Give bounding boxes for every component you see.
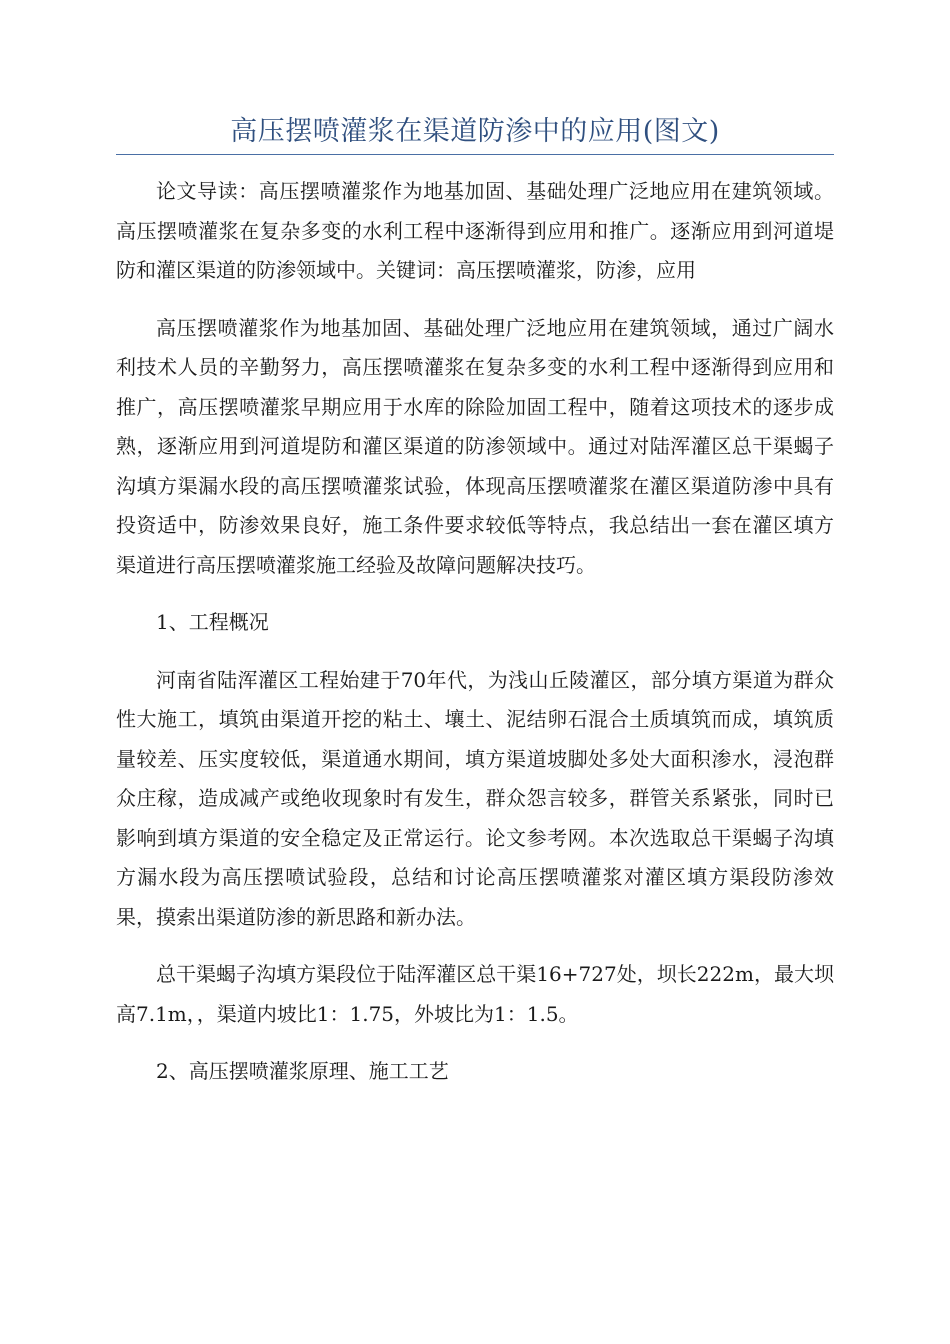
document-body xyxy=(116,172,834,1110)
title-underline xyxy=(116,154,834,155)
section-heading-1: 1、工程概况 xyxy=(156,610,269,634)
abstract-paragraph: 论文导读：高压摆喷灌浆作为地基加固、基础处理广泛地应用在建筑领域。高压摆喷灌浆在复杂多变的水利工程中逐渐得到应用和推广。逐渐应用到河道堤防和灌区渠道的防渗领域中。关键词：高压摆喷灌浆，防渗，应用 xyxy=(116,179,834,282)
intro-paragraph: 高压摆喷灌浆作为地基加固、基础处理广泛地应用在建筑领域，通过广阔水利技术人员的辛勤努力，高压摆喷灌浆在复杂多变的水利工程中逐渐得到应用和推广，高压摆喷灌浆早期应用于水库的除险加固工程中，随着这项技术的逐步成熟，逐渐应用到河道堤防和灌区渠道的防渗领域中。通过对陆浑灌区总干渠蝎子沟填方渠漏水段的高压摆喷灌浆试验，体现高压摆喷灌浆在灌区渠道防渗中具有投资适中，防渗效果良好，施工条件要求较低等特点，我总结出一套在灌区填方渠道进行高压摆喷灌浆施工经验及故障问题解决技巧。 xyxy=(116,315,834,577)
section-heading-2: 2、高压摆喷灌浆原理、施工工艺 xyxy=(156,1059,449,1083)
project-overview-paragraph: 河南省陆浑灌区工程始建于70年代，为浅山丘陵灌区，部分填方渠道为群众性大施工，填筑由渠道开挖的粘土、壤土、泥结卵石混合土质填筑而成，填筑质量较差、压实度较低，渠道通水期间，填方渠道坡脚处多处大面积渗水，浸泡群众庄稼，造成减产或绝收现象时有发生，群众怨言较多，群管关系紧张，同时已影响到填方渠道的安全稳定及正常运行。论文参考网。本次选取总干渠蝎子沟填方漏水段为高压摆喷试验段，总结和讨论高压摆喷灌浆对灌区填方渠段防渗效果，摸索出渠道防渗的新思路和新办法。 xyxy=(116,667,834,929)
document-title: 高压摆喷灌浆在渠道防渗中的应用(图文) xyxy=(230,116,720,147)
channel-spec-paragraph: 总干渠蝎子沟填方渠段位于陆浑灌区总干渠16+727处，坝长222m，最大坝高7.1m，，渠道内坡比1：1.75，外坡比为1：1.5。 xyxy=(116,962,834,1026)
